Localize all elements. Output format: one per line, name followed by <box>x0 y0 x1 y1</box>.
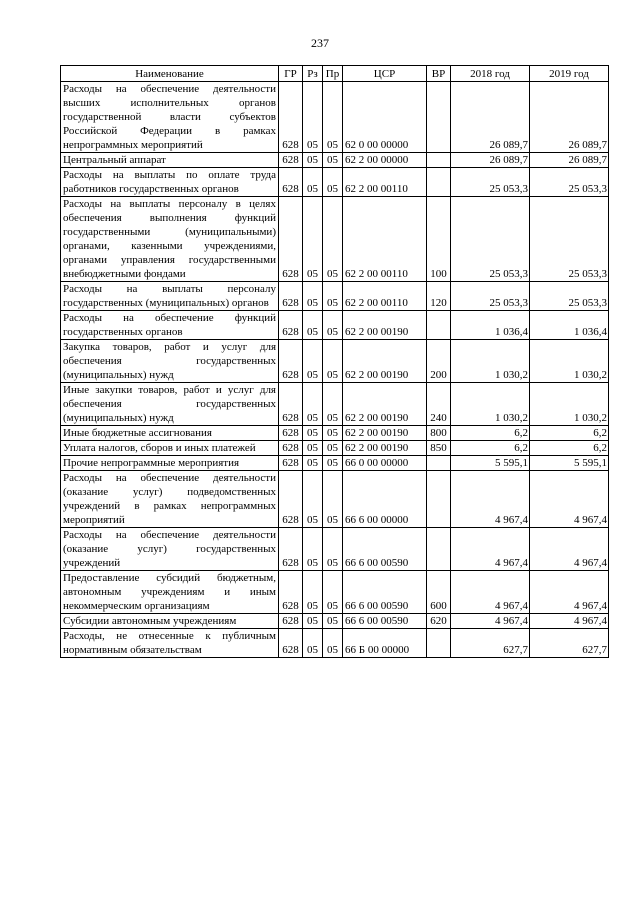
cell-rz: 05 <box>303 571 323 614</box>
cell-name: Прочие непрограммные мероприятия <box>61 456 279 471</box>
cell-csr: 66 6 00 00590 <box>343 528 427 571</box>
cell-2019: 26 089,7 <box>530 153 609 168</box>
cell-csr: 66 6 00 00590 <box>343 614 427 629</box>
cell-vr: 800 <box>427 426 451 441</box>
cell-2019: 5 595,1 <box>530 456 609 471</box>
table-body <box>61 82 609 658</box>
cell-name: Закупка товаров, работ и услуг для обеспечения государственных (муниципальных) нужд <box>61 340 279 383</box>
table-row <box>61 456 609 471</box>
cell-pr: 05 <box>323 614 343 629</box>
cell-pr: 05 <box>323 629 343 658</box>
cell-name: Расходы на выплаты персоналу в целях обеспечения выполнения функций государственными (муниципальными) органами, казенными учреждениями, органами управления государственными внебюджетными фондами <box>61 197 279 282</box>
cell-2019: 627,7 <box>530 629 609 658</box>
cell-rz: 05 <box>303 311 323 340</box>
cell-rz: 05 <box>303 456 323 471</box>
cell-csr: 62 2 00 00190 <box>343 426 427 441</box>
cell-2019: 25 053,3 <box>530 197 609 282</box>
cell-rz: 05 <box>303 426 323 441</box>
table-row <box>61 426 609 441</box>
cell-2019: 1 030,2 <box>530 340 609 383</box>
cell-rz: 05 <box>303 168 323 197</box>
cell-gr: 628 <box>279 571 303 614</box>
cell-pr: 05 <box>323 456 343 471</box>
cell-2019: 6,2 <box>530 426 609 441</box>
cell-rz: 05 <box>303 383 323 426</box>
cell-2018: 1 030,2 <box>451 383 530 426</box>
cell-2018: 627,7 <box>451 629 530 658</box>
cell-2018: 25 053,3 <box>451 168 530 197</box>
cell-gr: 628 <box>279 629 303 658</box>
cell-rz: 05 <box>303 471 323 528</box>
table-row <box>61 153 609 168</box>
cell-name: Уплата налогов, сборов и иных платежей <box>61 441 279 456</box>
cell-pr: 05 <box>323 528 343 571</box>
cell-csr: 62 2 00 00190 <box>343 441 427 456</box>
cell-vr <box>427 153 451 168</box>
table-row <box>61 571 609 614</box>
cell-name: Предоставление субсидий бюджетным, автономным учреждениям и иным некоммерческим организациям <box>61 571 279 614</box>
table-row <box>61 197 609 282</box>
cell-vr <box>427 528 451 571</box>
header-name: Наименование <box>61 66 279 82</box>
cell-csr: 62 2 00 00000 <box>343 153 427 168</box>
cell-2019: 26 089,7 <box>530 82 609 153</box>
cell-vr: 600 <box>427 571 451 614</box>
cell-2019: 4 967,4 <box>530 571 609 614</box>
cell-2019: 4 967,4 <box>530 471 609 528</box>
cell-2018: 4 967,4 <box>451 471 530 528</box>
cell-2018: 5 595,1 <box>451 456 530 471</box>
cell-csr: 62 2 00 00190 <box>343 311 427 340</box>
cell-name: Иные закупки товаров, работ и услуг для обеспечения государственных (муниципальных) нужд <box>61 383 279 426</box>
header-vr: ВР <box>427 66 451 82</box>
cell-rz: 05 <box>303 153 323 168</box>
cell-2018: 1 036,4 <box>451 311 530 340</box>
cell-gr: 628 <box>279 456 303 471</box>
header-2018: 2018 год <box>451 66 530 82</box>
cell-gr: 628 <box>279 340 303 383</box>
table-row <box>61 82 609 153</box>
cell-2018: 26 089,7 <box>451 153 530 168</box>
cell-rz: 05 <box>303 614 323 629</box>
cell-pr: 05 <box>323 340 343 383</box>
page-number: 237 <box>311 36 329 50</box>
cell-vr: 120 <box>427 282 451 311</box>
cell-2019: 1 036,4 <box>530 311 609 340</box>
cell-rz: 05 <box>303 441 323 456</box>
cell-vr: 100 <box>427 197 451 282</box>
cell-gr: 628 <box>279 282 303 311</box>
cell-pr: 05 <box>323 282 343 311</box>
cell-csr: 66 0 00 00000 <box>343 456 427 471</box>
cell-vr <box>427 456 451 471</box>
cell-name: Расходы на обеспечение функций государственных органов <box>61 311 279 340</box>
cell-vr <box>427 311 451 340</box>
cell-pr: 05 <box>323 168 343 197</box>
cell-gr: 628 <box>279 311 303 340</box>
cell-vr: 850 <box>427 441 451 456</box>
cell-2018: 25 053,3 <box>451 282 530 311</box>
cell-pr: 05 <box>323 197 343 282</box>
table-row <box>61 383 609 426</box>
cell-csr: 66 6 00 00590 <box>343 571 427 614</box>
cell-2018: 4 967,4 <box>451 571 530 614</box>
cell-rz: 05 <box>303 340 323 383</box>
cell-pr: 05 <box>323 82 343 153</box>
cell-vr <box>427 471 451 528</box>
header-csr: ЦСР <box>343 66 427 82</box>
cell-2018: 4 967,4 <box>451 614 530 629</box>
cell-2019: 6,2 <box>530 441 609 456</box>
cell-2018: 1 030,2 <box>451 340 530 383</box>
cell-gr: 628 <box>279 614 303 629</box>
cell-csr: 66 6 00 00000 <box>343 471 427 528</box>
cell-gr: 628 <box>279 82 303 153</box>
cell-name: Расходы на обеспечение деятельности высших исполнительных органов государственной власти субъектов Российской Федерации в рамках непрограммных мероприятий <box>61 82 279 153</box>
cell-vr: 620 <box>427 614 451 629</box>
cell-rz: 05 <box>303 629 323 658</box>
cell-vr: 240 <box>427 383 451 426</box>
cell-rz: 05 <box>303 197 323 282</box>
table-row <box>61 340 609 383</box>
cell-pr: 05 <box>323 471 343 528</box>
cell-gr: 628 <box>279 197 303 282</box>
cell-gr: 628 <box>279 153 303 168</box>
cell-2019: 1 030,2 <box>530 383 609 426</box>
cell-name: Расходы на выплаты персоналу государственных (муниципальных) органов <box>61 282 279 311</box>
cell-2019: 25 053,3 <box>530 282 609 311</box>
header-rz: Рз <box>303 66 323 82</box>
cell-2018: 6,2 <box>451 426 530 441</box>
cell-name: Расходы на обеспечение деятельности (оказание услуг) подведомственных учреждений в рамках непрограммных мероприятий <box>61 471 279 528</box>
cell-rz: 05 <box>303 282 323 311</box>
cell-csr: 62 2 00 00110 <box>343 197 427 282</box>
table-row <box>61 282 609 311</box>
table-header-row <box>61 66 609 82</box>
cell-pr: 05 <box>323 571 343 614</box>
cell-2019: 4 967,4 <box>530 614 609 629</box>
cell-csr: 66 Б 00 00000 <box>343 629 427 658</box>
cell-csr: 62 0 00 00000 <box>343 82 427 153</box>
cell-csr: 62 2 00 00190 <box>343 340 427 383</box>
cell-2018: 26 089,7 <box>451 82 530 153</box>
cell-pr: 05 <box>323 311 343 340</box>
cell-gr: 628 <box>279 383 303 426</box>
cell-csr: 62 2 00 00190 <box>343 383 427 426</box>
cell-vr: 200 <box>427 340 451 383</box>
cell-name: Расходы на выплаты по оплате труда работников государственных органов <box>61 168 279 197</box>
cell-rz: 05 <box>303 82 323 153</box>
table-row <box>61 629 609 658</box>
cell-gr: 628 <box>279 528 303 571</box>
cell-name: Иные бюджетные ассигнования <box>61 426 279 441</box>
cell-gr: 628 <box>279 441 303 456</box>
table-row <box>61 471 609 528</box>
header-pr: Пр <box>323 66 343 82</box>
cell-pr: 05 <box>323 383 343 426</box>
cell-name: Центральный аппарат <box>61 153 279 168</box>
cell-pr: 05 <box>323 153 343 168</box>
cell-2019: 25 053,3 <box>530 168 609 197</box>
header-2019: 2019 год <box>530 66 609 82</box>
cell-name: Расходы, не отнесенные к публичным нормативным обязательствам <box>61 629 279 658</box>
cell-name: Расходы на обеспечение деятельности (оказание услуг) государственных учреждений <box>61 528 279 571</box>
cell-csr: 62 2 00 00110 <box>343 168 427 197</box>
cell-gr: 628 <box>279 471 303 528</box>
cell-name: Субсидии автономным учреждениям <box>61 614 279 629</box>
cell-2018: 4 967,4 <box>451 528 530 571</box>
cell-csr: 62 2 00 00110 <box>343 282 427 311</box>
cell-2019: 4 967,4 <box>530 528 609 571</box>
cell-2018: 25 053,3 <box>451 197 530 282</box>
header-gr: ГР <box>279 66 303 82</box>
table-row <box>61 168 609 197</box>
cell-2018: 6,2 <box>451 441 530 456</box>
budget-table <box>60 65 609 658</box>
cell-gr: 628 <box>279 168 303 197</box>
table-row <box>61 614 609 629</box>
table-row <box>61 441 609 456</box>
cell-vr <box>427 168 451 197</box>
table-row <box>61 311 609 340</box>
cell-pr: 05 <box>323 426 343 441</box>
cell-vr <box>427 82 451 153</box>
cell-pr: 05 <box>323 441 343 456</box>
cell-rz: 05 <box>303 528 323 571</box>
cell-gr: 628 <box>279 426 303 441</box>
cell-vr <box>427 629 451 658</box>
table-row <box>61 528 609 571</box>
